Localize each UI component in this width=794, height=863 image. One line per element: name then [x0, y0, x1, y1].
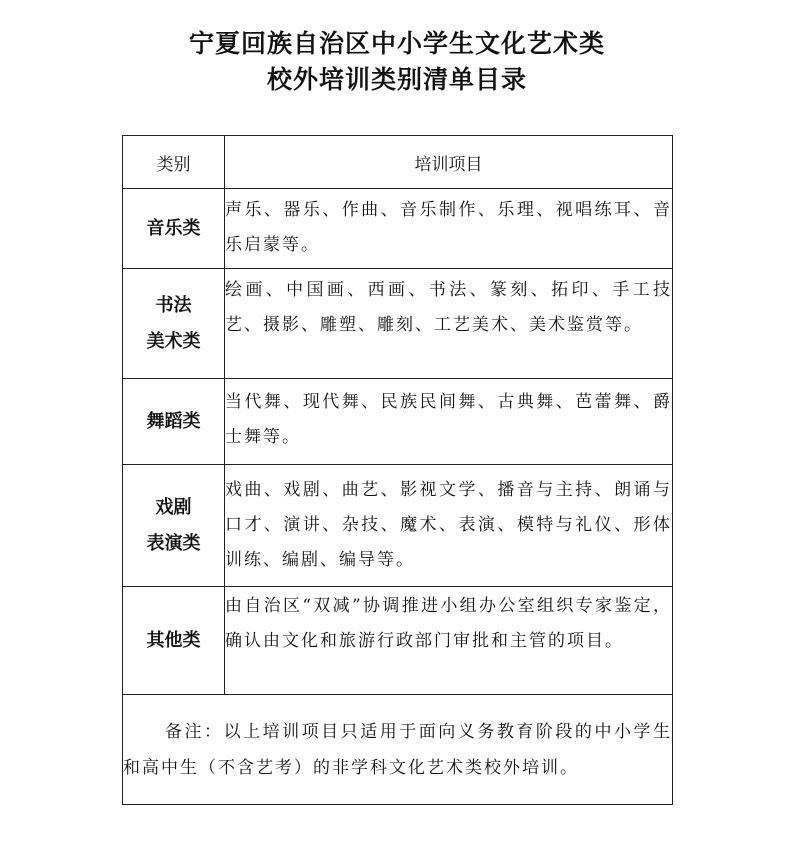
table-note-row [123, 695, 673, 805]
category-label: 舞蹈类 [146, 410, 201, 432]
table-row-other [123, 587, 673, 695]
category-cell [123, 379, 225, 465]
table-row-music [123, 189, 673, 269]
category-cell [123, 189, 225, 269]
table-row-drama-performance [123, 465, 673, 587]
document-title-line-1: 宁夏回族自治区中小学生文化艺术类 [188, 29, 605, 58]
category-label: 其他类 [146, 629, 201, 651]
category-label: 音乐类 [146, 217, 201, 239]
training-items-cell: 绘画、中国画、西画、书法、篆刻、拓印、手工技艺、摄影、雕塑、雕刻、工艺美术、美术鉴赏等。 [225, 269, 673, 379]
category-label-line-1: 戏剧 [155, 496, 192, 518]
table-header-row [123, 136, 673, 189]
training-category-table [122, 135, 673, 805]
category-label-line-1: 书法 [155, 294, 192, 316]
category-label-line-2: 美术类 [146, 330, 201, 352]
header-category: 类别 [123, 136, 225, 189]
note-label: 备注： [165, 721, 224, 742]
training-items-cell: 当代舞、现代舞、民族民间舞、古典舞、芭蕾舞、爵士舞等。 [225, 379, 673, 465]
category-label-line-2: 表演类 [146, 532, 201, 554]
category-cell [123, 269, 225, 379]
table-row-dance [123, 379, 673, 465]
training-items-cell: 由自治区“双减”协调推进小组办公室组织专家鉴定，确认由文化和旅游行政部门审批和主管的项目。 [225, 587, 673, 695]
training-items-cell: 声乐、器乐、作曲、音乐制作、乐理、视唱练耳、音乐启蒙等。 [225, 189, 673, 269]
category-cell [123, 465, 225, 587]
document-title-line-2: 校外培训类别清单目录 [266, 65, 527, 94]
note-text: 以上培训项目只适用于面向义务教育阶段的中小学生和高中生（不含艺考）的非学科文化艺术类校外培训。 [123, 721, 673, 778]
category-cell [123, 587, 225, 695]
training-items-cell: 戏曲、戏剧、曲艺、影视文学、播音与主持、朗诵与口才、演讲、杂技、魔术、表演、模特与礼仪、形体训练、编剧、编导等。 [225, 465, 673, 587]
table-row-calligraphy-art [123, 269, 673, 379]
note-cell [123, 695, 673, 805]
header-training-items: 培训项目 [225, 136, 673, 189]
